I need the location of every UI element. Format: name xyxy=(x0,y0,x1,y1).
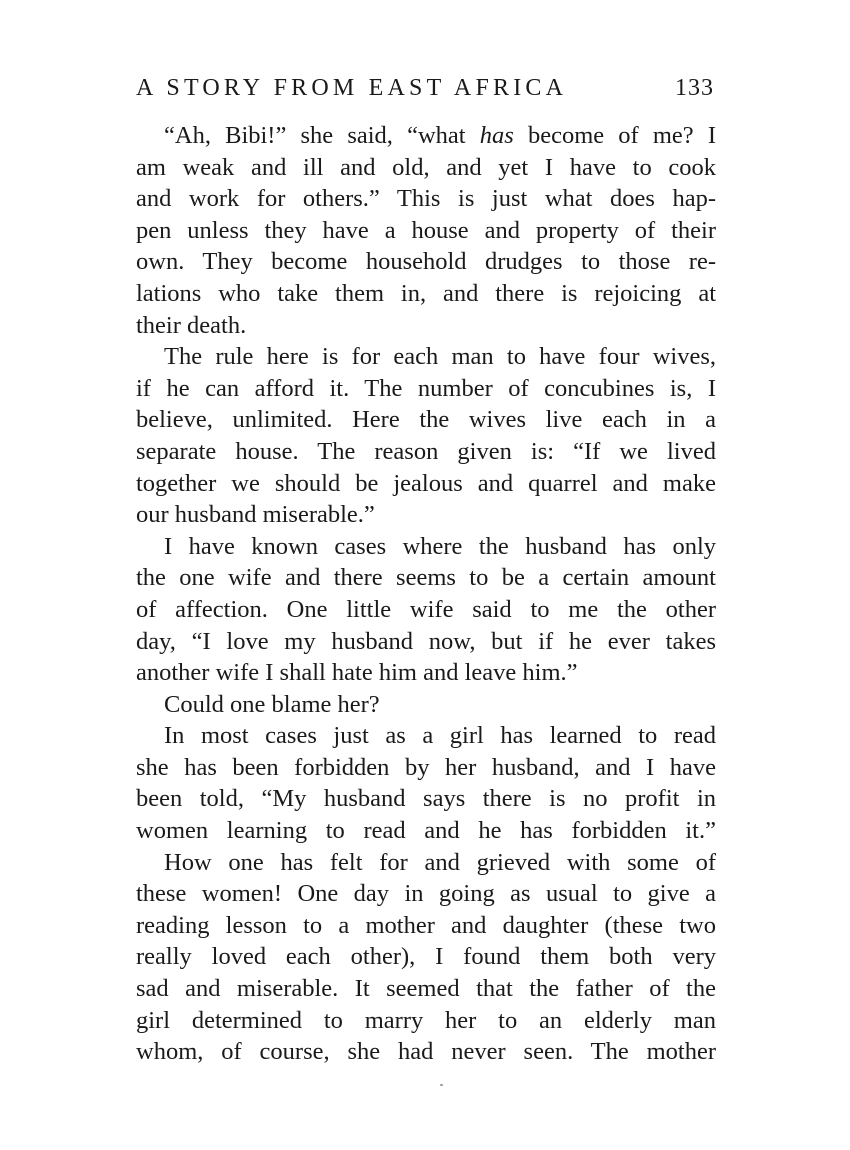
text-line: reading lesson to a mother and daughter (these two xyxy=(136,911,716,939)
text-line: together we should be jealous and quarrel and make xyxy=(136,469,716,497)
text-line: Could one blame her? xyxy=(164,690,380,718)
text-line: believe, unlimited. Here the wives live each in a xyxy=(136,406,716,434)
text-line: am weak and ill and old, and yet I have to cook xyxy=(136,153,716,181)
print-speck xyxy=(440,1084,443,1086)
running-head xyxy=(136,68,716,108)
text-line: In most cases just as a girl has learned to read xyxy=(164,722,716,750)
text-line: day, “I love my husband now, but if he ever takes xyxy=(136,627,716,655)
text-line: pen unless they have a house and property of their xyxy=(136,216,716,244)
text-line: girl determined to marry her to an elderly man xyxy=(136,1006,716,1034)
text-line: their death. xyxy=(136,311,247,339)
text-line: whom, of course, she had never seen. The mother xyxy=(136,1038,716,1066)
text-line: “Ah, Bibi!” she said, “what has become of me? I xyxy=(164,122,716,149)
text-line: the one wife and there seems to be a certain amount xyxy=(136,564,716,592)
text-line: and work for others.” This is just what does hap- xyxy=(136,185,716,213)
text-line: own. They become household drudges to those re- xyxy=(136,248,716,276)
text-line: The rule here is for each man to have four wives, xyxy=(164,343,716,371)
body-text xyxy=(136,120,716,1068)
text-line: separate house. The reason given is: “If we lived xyxy=(136,437,716,465)
text-line: women learning to read and he has forbidden it.” xyxy=(136,817,716,845)
text-line: I have known cases where the husband has only xyxy=(164,532,716,560)
text-line: lations who take them in, and there is rejoicing at xyxy=(136,279,716,307)
text-line: our husband miserable.” xyxy=(136,501,375,529)
running-title: A STORY FROM EAST AFRICA xyxy=(136,75,568,101)
page-number: 133 xyxy=(675,75,714,101)
text-line: another wife I shall hate him and leave him.” xyxy=(136,659,578,687)
text-line: these women! One day in going as usual to give a xyxy=(136,880,716,908)
text-line: been told, “My husband says there is no profit in xyxy=(136,785,716,813)
text-line: if he can afford it. The number of concubines is, I xyxy=(136,374,716,402)
text-line: sad and miserable. It seemed that the father of the xyxy=(136,975,716,1003)
text-line: she has been forbidden by her husband, and I have xyxy=(136,753,716,781)
text-line: really loved each other), I found them both very xyxy=(136,943,716,971)
text-line: of affection. One little wife said to me the other xyxy=(136,595,716,623)
text-line: How one has felt for and grieved with some of xyxy=(164,848,716,876)
